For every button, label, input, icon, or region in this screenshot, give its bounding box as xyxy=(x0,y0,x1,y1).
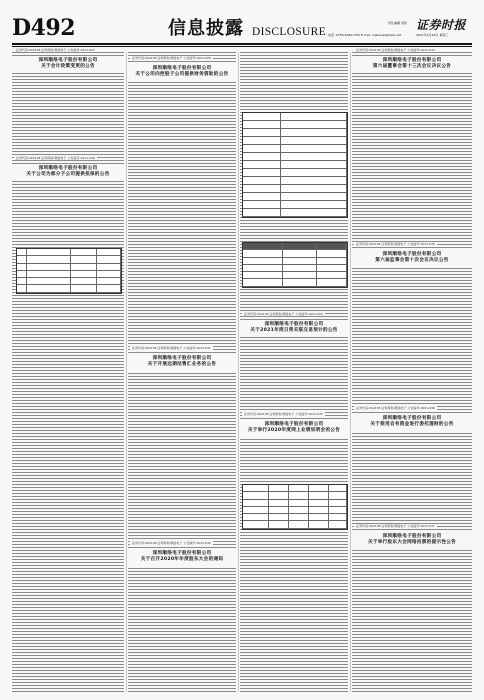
notice-headline: 关于公司为部分子公司提供担保的公告 xyxy=(26,172,110,178)
notice-header xyxy=(128,541,236,566)
notice-meta: 证券代码:002138 证券简称:顺络电子 公告编号:2021-037 xyxy=(356,524,435,528)
financial-data-table xyxy=(242,242,348,288)
editor-line: 责任编辑 刘某 xyxy=(388,21,407,25)
notice-company: 深圳顺络电子股份有限公司 xyxy=(38,58,98,63)
notice-headline: 关于开展远期结售汇业务的公告 xyxy=(147,362,217,368)
notice-company: 深圳顺络电子股份有限公司 xyxy=(38,166,98,171)
notice-header xyxy=(128,56,236,81)
notice-company: 深圳顺络电子股份有限公司 xyxy=(152,356,212,361)
notice-headline: 关于举行股东大会网络投票的提示性公告 xyxy=(367,540,457,546)
notice-company: 深圳顺络电子股份有限公司 xyxy=(382,416,442,421)
notice-company: 深圳顺络电子股份有限公司 xyxy=(382,252,442,257)
notice-headline: 关于2021年度日常关联交易预计的公告 xyxy=(250,328,338,334)
notice-meta: 证券代码:002138 证券简称:顺络电子 公告编号:2021-032 xyxy=(132,541,211,545)
notice-company: 深圳顺络电子股份有限公司 xyxy=(152,551,212,556)
column-1 xyxy=(12,48,124,692)
masthead-rule xyxy=(12,43,472,45)
notice-headline: 第六届董事会第十三次会议决议公告 xyxy=(372,64,452,70)
notice-company: 深圳顺络电子股份有限公司 xyxy=(264,422,324,427)
notice-headline: 关于举行2020年度网上业绩说明会的公告 xyxy=(247,428,341,434)
notice-header xyxy=(128,346,236,371)
notice-meta: 证券代码:002138 证券简称:顺络电子 公告编号:2021-031 xyxy=(132,346,211,350)
notice-headline: 关于会计政策变更的公告 xyxy=(41,64,95,70)
notice-headline: 关于使用自有资金进行委托理财的公告 xyxy=(370,422,454,428)
column-divider xyxy=(350,52,351,692)
notice-company: 深圳顺络电子股份有限公司 xyxy=(382,58,442,63)
guarantee-table xyxy=(16,248,122,294)
related-transaction-table xyxy=(242,484,348,530)
column-2 xyxy=(128,52,236,692)
notice-header xyxy=(352,48,472,73)
notice-meta: 证券代码:002138 证券简称:顺络电子 公告编号:2021-030 xyxy=(16,156,95,160)
notice-header xyxy=(240,412,348,437)
notice-header xyxy=(352,242,472,267)
column-4 xyxy=(352,48,472,692)
notice-meta: 证券代码:002138 证券简称:顺络电子 公告编号:2021-033 xyxy=(244,412,323,416)
column-3 xyxy=(240,52,348,692)
notice-meta: 证券代码:002138 证券简称:顺络电子 公告编号:2021-027 xyxy=(16,48,95,52)
column-divider xyxy=(238,52,239,692)
section-title-english: DISCLOSURE xyxy=(252,26,326,38)
notice-headline: 关于公司向控股子公司提供财务资助的公告 xyxy=(135,72,229,78)
masthead xyxy=(12,16,472,42)
page-number: D492 xyxy=(12,15,76,41)
section-title: 信息披露 xyxy=(168,18,244,39)
notice-header xyxy=(12,48,124,73)
notice-header xyxy=(240,312,348,337)
company-info-table xyxy=(242,112,348,218)
notice-header xyxy=(352,406,472,431)
contact-line: 电话: 0755-83501750 E-mail: zqsbxxpl@zqrb.net xyxy=(328,33,402,37)
notice-header xyxy=(352,524,472,549)
column-divider xyxy=(126,52,127,692)
notice-meta: 证券代码:002138 证券简称:顺络电子 公告编号:2021-035 xyxy=(356,242,435,246)
notice-header xyxy=(12,156,124,181)
notice-meta: 证券代码:002138 证券简称:顺络电子 公告编号:2021-029 xyxy=(244,312,323,316)
newspaper-logo: 证券时报 xyxy=(416,18,467,32)
issue-date: 2021年4月28日 星期三 xyxy=(416,33,449,37)
notice-company: 深圳顺络电子股份有限公司 xyxy=(382,534,442,539)
notice-headline: 第六届监事会第十次会议决议公告 xyxy=(375,258,449,264)
notice-meta: 证券代码:002138 证券简称:顺络电子 公告编号:2021-036 xyxy=(356,406,435,410)
notice-headline: 关于召开2020年年度股东大会的通知 xyxy=(140,557,224,563)
masthead-rule-thin xyxy=(12,46,472,47)
notice-company: 深圳顺络电子股份有限公司 xyxy=(264,322,324,327)
notice-meta: 证券代码:002138 证券简称:顺络电子 公告编号:2021-028 xyxy=(132,56,211,60)
notice-meta: 证券代码:002138 证券简称:顺络电子 公告编号:2021-034 xyxy=(356,48,435,52)
notice-company: 深圳顺络电子股份有限公司 xyxy=(152,66,212,71)
